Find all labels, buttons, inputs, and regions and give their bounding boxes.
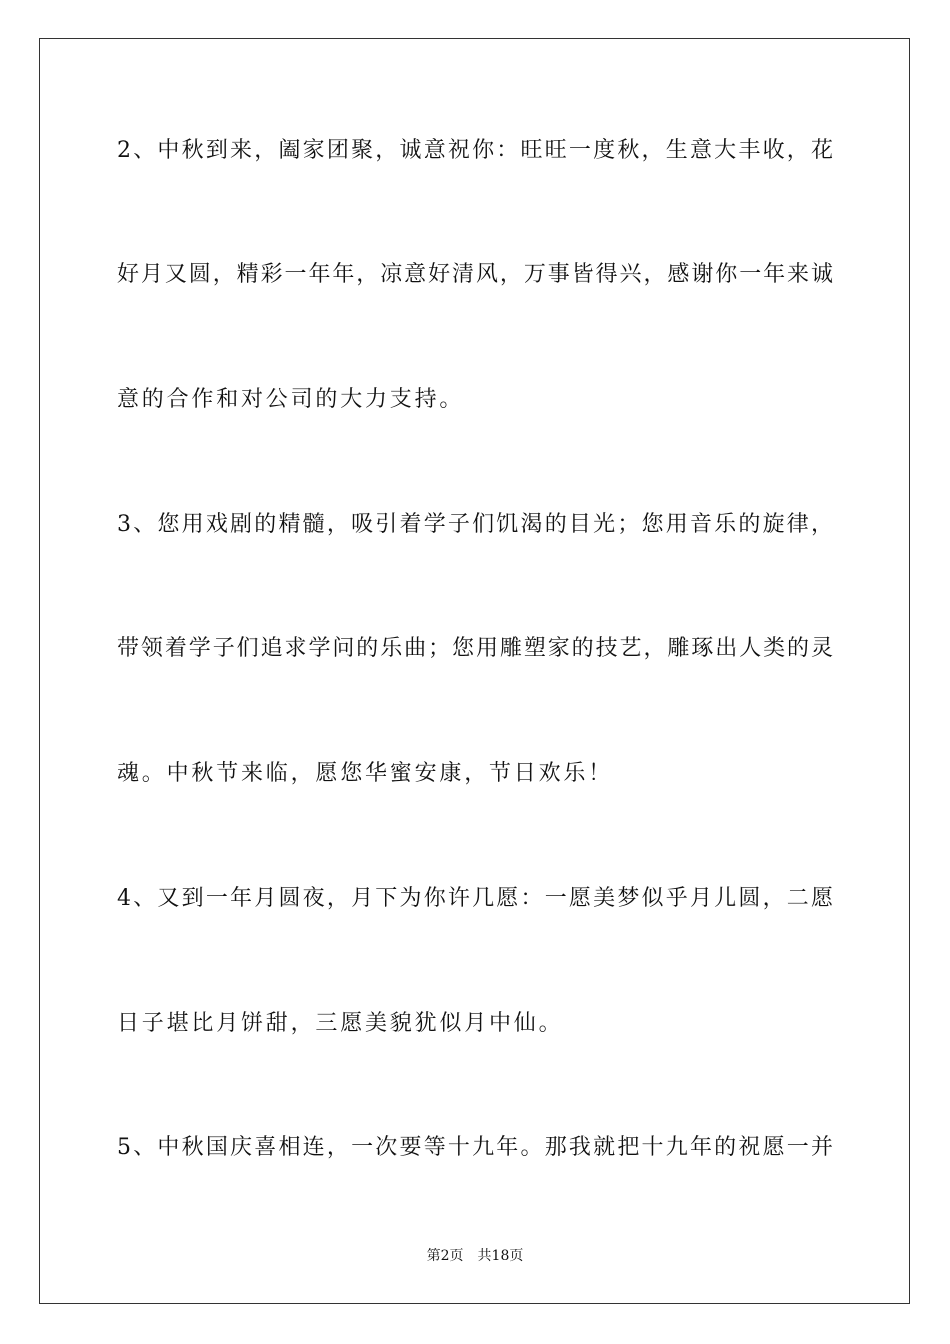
paragraph-2-line-2: 好月又圆，精彩一年年，凉意好清风，万事皆得兴，感谢你一年来诚 — [117, 262, 833, 287]
paragraph-2-line-3: 意的合作和对公司的大力支持。 — [117, 387, 465, 412]
paragraph-4-line-1: 4、又到一年月圆夜，月下为你许几愿：一愿美梦似乎月儿圆，二愿 — [117, 886, 833, 911]
paragraph-2-line-1: 2、中秋到来，阖家团聚，诚意祝你：旺旺一度秋，生意大丰收，花 — [117, 138, 833, 163]
page-total: 共18页 — [477, 1248, 524, 1264]
paragraph-3-line-3: 魂。中秋节来临，愿您华蜜安康，节日欢乐！ — [117, 761, 614, 786]
paragraph-5-line-1: 5、中秋国庆喜相连，一次要等十九年。那我就把十九年的祝愿一并 — [117, 1135, 833, 1160]
paragraph-3-line-2: 带领着学子们追求学问的乐曲；您用雕塑家的技艺，雕琢出人类的灵 — [117, 636, 833, 661]
page-footer — [0, 1247, 950, 1265]
page-border — [39, 38, 910, 1304]
paragraph-4-line-2: 日子堪比月饼甜，三愿美貌犹似月中仙。 — [117, 1011, 564, 1036]
paragraph-3-line-1: 3、您用戏剧的精髓，吸引着学子们饥渴的目光；您用音乐的旋律， — [117, 512, 833, 537]
page-number: 第2页 — [426, 1248, 464, 1264]
